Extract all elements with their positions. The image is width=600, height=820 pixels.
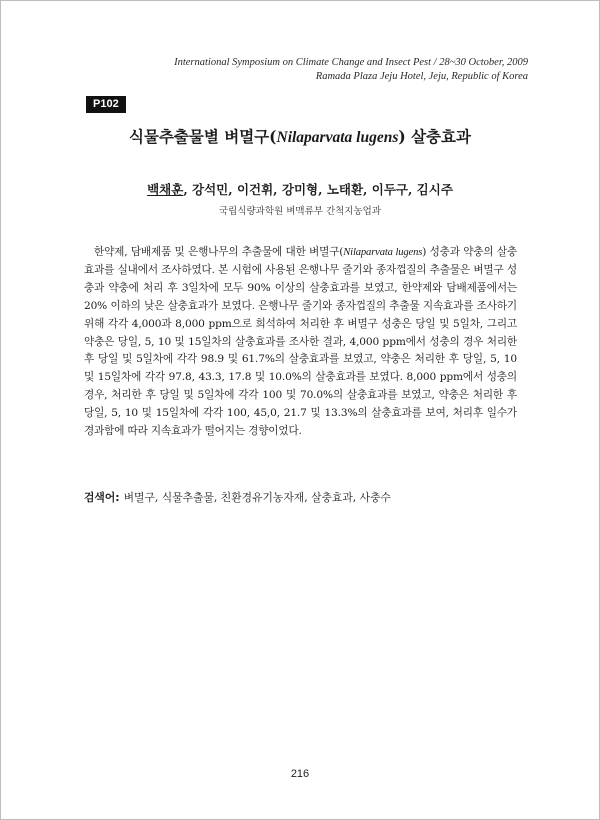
header-symposium-line: International Symposium on Climate Change and Insect Pest / 28~30 October, 2009 <box>174 57 528 68</box>
abstract-species-name: Nilaparvata lugens <box>343 247 423 258</box>
running-header <box>108 56 528 84</box>
abstract-body <box>84 244 517 441</box>
author-list <box>0 180 600 198</box>
title-text-after: ) 살충효과 <box>398 127 471 146</box>
lead-author: 백채훈 <box>147 182 184 197</box>
page-number: 216 <box>290 768 310 780</box>
keywords-text: 벼멸구, 식물추출물, 친환경유기농자재, 살충효과, 사충수 <box>123 491 391 504</box>
header-venue-line: Ramada Plaza Jeju Hotel, Jeju, Republic of Korea <box>315 71 528 82</box>
abstract-text-part1: 한약제, 담배제품 및 은행나무의 추출물에 대한 벼멸구( <box>94 246 344 258</box>
title-text-before: 식물추출물별 벼멸구( <box>129 127 277 146</box>
affiliation: 국립식량과학원 벼맥류부 간척지농업과 <box>218 206 382 217</box>
poster-id-badge: P102 <box>86 96 126 113</box>
title-species-name: Nilaparvata lugens <box>276 129 399 146</box>
keywords-label: 검색어: <box>84 491 120 504</box>
co-authors: , 강석민, 이건휘, 강미형, 노태환, 이두구, 김시주 <box>183 182 453 197</box>
paper-title <box>0 125 600 147</box>
keywords <box>84 490 524 505</box>
abstract-text-part2: ) 성충과 약충의 살충효과를 실내에서 조사하였다. 본 시험에 사용된 은행나무 줄기와 종자껍질의 추출물은 벼멸구 성충과 약충에 처리 후 3일차에 모두 90% 이상의 살충효과를 보였고, 한약제와 담배제품에서는 20% 이하의 낮은 살충효과가 보였다. 은행나무 줄기와 종자껍질의 추출물 지속효과를 조사하기 위해 각각 4,000과 8,000 ppm으로 희석하여 처리한 후 벼멸구 성충은 당일 및 5일차, 그리고 약충은 당일, 5, 10 및 15일차의 살충효과를 조사한 결과, 4,000 ppm에서 성충의 경우 처리한 후 당일 및 5일차에 각각 98.9 및 61.7%의 살충효과를 보였고, 약충은 처리한 후 당일, 5, 10 및 15일차에 각각 97.8, 43.3, 17.8 및 10.0%의 살충효과를 보였다. 8,000 ppm에서 성충의 경우, 처리한 후 당일 및 5일차에 각각 100 및 70.0%의 살충효과를 보였고, 약충은 처리한 후 당일, 5, 10 및 15일차에 각각 100, 45,0, 21.7 및 13.3%의 살충효과를 보여, 처리후 일수가 경과함에 따라 지속효과가 떨어지는 경향이었다. <box>84 246 517 438</box>
